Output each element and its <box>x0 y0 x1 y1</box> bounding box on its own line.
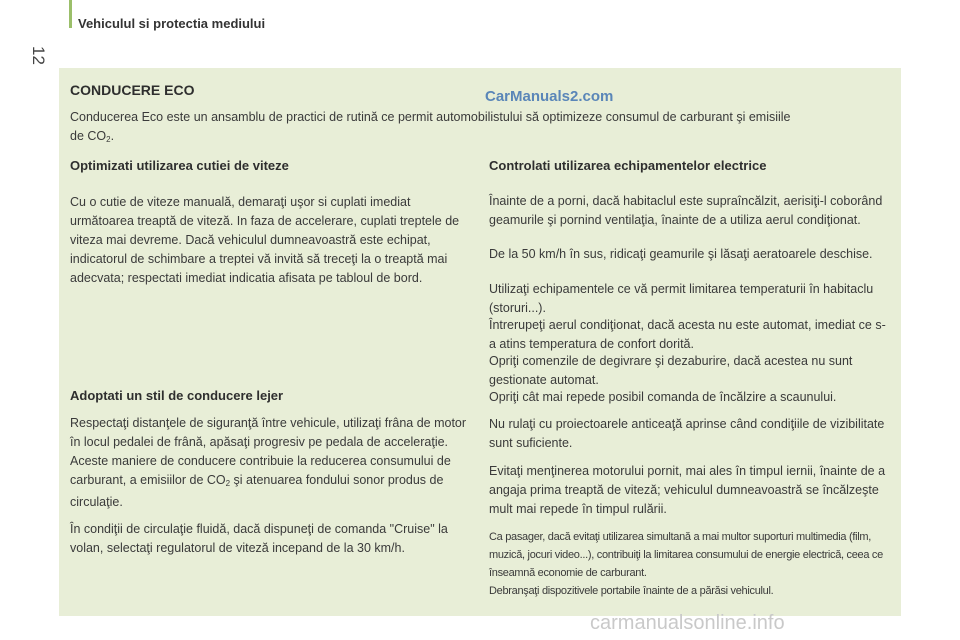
eco-intro-line2-suffix: . <box>110 129 115 143</box>
page-number: 12 <box>29 46 48 65</box>
section-title: Vehiculul si protectia mediului <box>78 16 266 31</box>
watermark-carmanuals2: CarManuals2.com <box>485 88 614 105</box>
electric-p1: Înainte de a porni, dacă habitaclul este supraîncălzit, aerisiţi-l coborând geamurile şi pornind ventilaţia, înainte de a utiliza aerul condiţionat. <box>489 194 883 227</box>
electric-title: Controlati utilizarea echipamentelor electrice <box>489 158 767 173</box>
electric-p5: Opriţi comenzile de degivrare şi dezaburire, dacă acestea nu sunt gestionate automat. <box>489 354 853 387</box>
eco-intro <box>70 108 870 149</box>
style-text-2: În condiţii de circulaţie fluidă, dacă dispuneţi de comanda "Cruise" la volan, selectaţi regulatorul de viteză incepand de la 30 km/h. <box>70 522 448 555</box>
style-text-1-prefix: Respectaţi distanţele de siguranţă între vehicule, utilizaţi frâna de motor în locul pedalei de frână, apăsaţi progresiv pe pedala de acceleraţie. Aceste maniere de conducere contribuie la reducerea consumului de carburant, a emisiilor de CO <box>70 416 467 487</box>
electric-p7: Nu rulaţi cu proiectoarele anticeaţă aprinse când condiţiile de vizibilitate sunt suficiente. <box>489 417 885 450</box>
gear-title: Optimizati utilizarea cutiei de viteze <box>70 158 289 173</box>
electric-p8: Evitaţi menţinerea motorului pornit, mai ales în timpul iernii, înainte de a angaja prima treaptă de viteză; vehiculul dumneavoastră se încălzeşte mult mai repede în timpul rulării. <box>489 464 886 516</box>
style-text-1-suffix: şi atenuarea fondului sonor produs de circulaţie. <box>70 473 444 509</box>
electric-note-2: Debranşaţi dispozitivele portabile înainte de a părăsi vehiculul. <box>489 585 774 597</box>
style-title: Adoptati un stil de conducere lejer <box>70 388 284 403</box>
electric-p6: Opriţi cât mai repede posibil comanda de încălzire a scaunului. <box>489 390 837 404</box>
eco-intro-line2-prefix: de CO <box>70 129 107 143</box>
electric-p2: De la 50 km/h în sus, ridicaţi geamurile şi lăsaţi aeratoarele deschise. <box>489 247 873 261</box>
electric-p3: Utilizaţi echipamentele ce vă permit limitarea temperaturii în habitaclu (storuri...). <box>489 282 874 315</box>
electric-p4: Întrerupeţi aerul condiţionat, dacă acesta nu este automat, imediat ce s-a atins temperatura de confort dorită. <box>489 318 886 351</box>
style-text-1-sub: 2 <box>225 479 231 488</box>
eco-intro-sub: 2 <box>106 135 111 144</box>
style-text-1 <box>70 414 470 512</box>
eco-intro-line1: Conducerea Eco este un ansamblu de practici de rutină ce permit automobilistului să optimizeze consumul de carburant şi emisiile <box>70 110 791 124</box>
gear-text: Cu o cutie de viteze manuală, demaraţi uşor si cuplati imediat următoarea treaptă de viteză. In faza de accelerare, cuplati treptele de viteza mai devreme. Dacă vehiculul dumneavoastră este echipat, indicatorul de schimbare a treptei vă invită să treceţi la o treaptă mai adecvata; respectati imediat indicatia afisata pe tabloul de bord. <box>70 195 460 285</box>
header-accent-bar <box>69 0 72 28</box>
electric-note-1: Ca pasager, dacă evitaţi utilizarea simultană a mai multor suporturi multimedia (film, muzică, jocuri video...), contribuiţi la limitarea consumului de energie electrică, ceea ce înseamnă economie de carburant. <box>489 531 883 579</box>
eco-title: CONDUCERE ECO <box>70 82 195 98</box>
watermark-carmanualsonline: carmanualsonline.info <box>590 612 785 634</box>
